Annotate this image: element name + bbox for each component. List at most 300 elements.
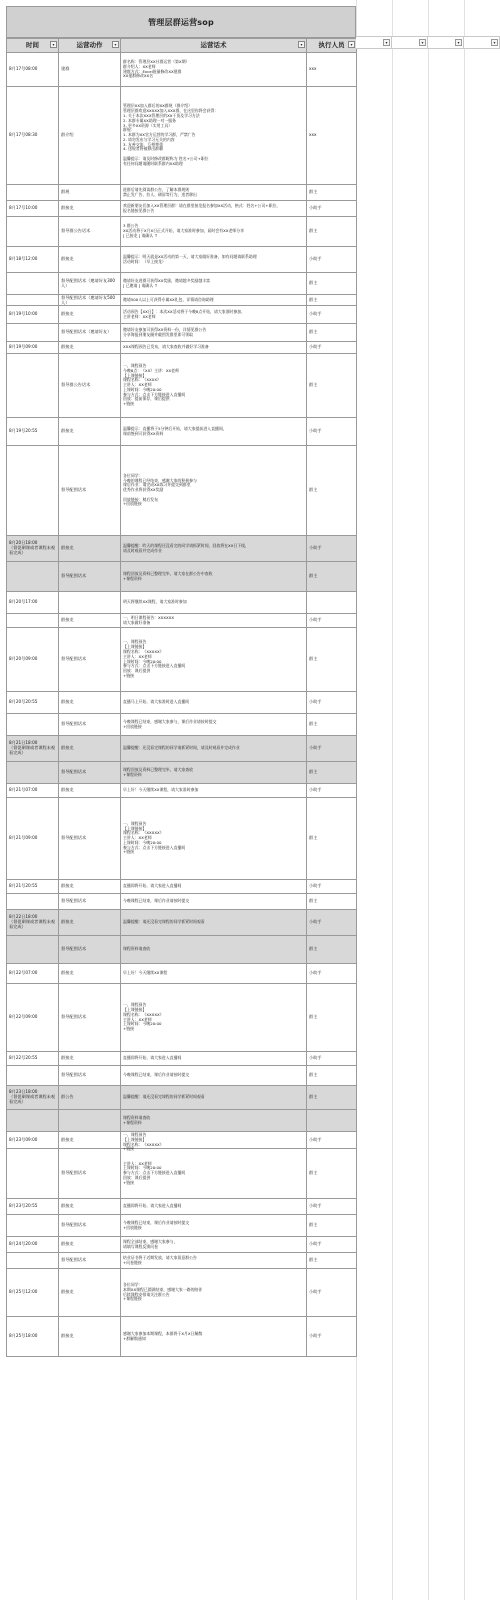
time-cell[interactable] [7, 1052, 59, 1066]
operator-cell[interactable] [307, 880, 357, 894]
action-cell-text: 群接龙 [61, 883, 74, 889]
action-cell[interactable] [59, 910, 121, 936]
script-cell[interactable] [121, 1215, 307, 1237]
script-cell[interactable] [121, 1269, 307, 1317]
filter-dropdown-icon[interactable]: ▾ [348, 41, 355, 48]
time-cell-text: 8月25号12:00 [9, 1289, 38, 1295]
operator-cell[interactable] [307, 295, 357, 306]
time-cell[interactable] [7, 628, 59, 692]
table-row [7, 936, 357, 964]
time-cell[interactable] [7, 910, 59, 936]
action-cell[interactable] [59, 185, 121, 201]
script-cell-text: 课程回放及资料已整理完毕，请大家查收 +课程资料 [123, 766, 194, 777]
empty-column-header[interactable] [356, 36, 392, 49]
operator-cell[interactable] [307, 306, 357, 324]
time-cell-text: 8月21号09:00 [9, 835, 38, 841]
script-cell[interactable] [121, 936, 307, 964]
time-cell[interactable] [7, 418, 59, 446]
action-cell[interactable] [59, 1132, 121, 1149]
script-cell-text: 一、明日课程预告：XXXXXX 请大家做好准备 [123, 614, 175, 625]
operator-cell-text: 群主 [309, 835, 318, 841]
time-cell[interactable] [7, 1086, 59, 1110]
operator-cell[interactable] [307, 714, 357, 736]
operator-cell[interactable] [307, 1110, 357, 1132]
action-cell[interactable] [59, 1269, 121, 1317]
script-cell[interactable] [121, 1149, 307, 1199]
action-cell-text: 督导配图话术 [61, 1222, 87, 1228]
action-cell[interactable] [59, 936, 121, 964]
script-cell-text: 直播即将开始，请大家进入直播间 [123, 1055, 182, 1061]
script-cell[interactable] [121, 880, 307, 894]
operator-cell[interactable] [307, 562, 357, 592]
operator-cell[interactable] [307, 1052, 357, 1066]
operator-cell-text: 小助手 [309, 545, 322, 551]
script-cell[interactable] [121, 798, 307, 880]
script-cell[interactable] [121, 354, 307, 418]
operator-cell[interactable] [307, 418, 357, 446]
time-cell-text: 8月21号07:00 [9, 787, 38, 793]
action-cell[interactable] [59, 354, 121, 418]
action-cell[interactable] [59, 628, 121, 692]
operator-cell[interactable] [307, 201, 357, 217]
script-cell[interactable] [121, 592, 307, 614]
script-cell[interactable] [121, 185, 307, 201]
action-cell[interactable] [59, 880, 121, 894]
action-cell[interactable] [59, 1052, 121, 1066]
filter-dropdown-icon[interactable]: ▾ [491, 39, 498, 46]
action-cell[interactable] [59, 762, 121, 784]
operator-cell[interactable] [307, 53, 357, 87]
action-cell[interactable] [59, 964, 121, 984]
action-cell-text: 群介绍 [61, 132, 74, 138]
script-cell-text: 直播即将开始，请大家进入直播间 [123, 883, 182, 889]
operator-cell-text: 群主 [309, 573, 318, 579]
operator-cell[interactable] [307, 217, 357, 247]
header-row [7, 39, 357, 53]
time-cell[interactable] [7, 784, 59, 798]
script-cell[interactable] [121, 714, 307, 736]
time-cell[interactable] [7, 342, 59, 354]
operator-cell-text: 小助手 [309, 1241, 322, 1247]
action-cell[interactable] [59, 217, 121, 247]
script-cell[interactable] [121, 217, 307, 247]
script-cell-text: 3 群公告 XX活动将于X月X日正式开始，请大家准时参加，届时会有XX老师分享 [ 已接龙 ] 请确认 ↑ [123, 223, 245, 238]
action-cell[interactable] [59, 1110, 121, 1132]
time-cell[interactable] [7, 1269, 59, 1317]
filter-dropdown-icon[interactable]: ▾ [383, 39, 390, 46]
action-cell[interactable] [59, 692, 121, 714]
time-cell[interactable] [7, 714, 59, 736]
script-cell[interactable] [121, 1317, 307, 1357]
script-cell[interactable] [121, 614, 307, 628]
table-row [7, 1237, 357, 1253]
time-cell[interactable] [7, 324, 59, 342]
script-cell[interactable] [121, 1052, 307, 1066]
table-row [7, 784, 357, 798]
script-cell-text: 感谢大家参加本期课程，本群将于X月X日解散 +群解散通知 [123, 1330, 203, 1341]
operator-cell[interactable] [307, 894, 357, 910]
action-cell[interactable] [59, 1237, 121, 1253]
script-cell[interactable] [121, 306, 307, 324]
script-cell[interactable] [121, 418, 307, 446]
script-cell[interactable] [121, 736, 307, 762]
action-cell[interactable] [59, 306, 121, 324]
script-cell-text: 邀请好友进群可获得XX奖励，邀请越多奖励越丰富 [ 已邀请 ] 请确认 ↑ [123, 277, 211, 288]
time-cell[interactable] [7, 87, 59, 185]
operator-cell[interactable] [307, 964, 357, 984]
operator-cell[interactable] [307, 185, 357, 201]
operator-cell-text: 群主 [309, 329, 318, 335]
script-cell-text: 群名称：管理层XX社群运营（第X期） 群介绍人：XX老师 建群方式：Excel批量修改XX建群 XX建群修改XX名 [123, 58, 190, 79]
action-cell[interactable] [59, 1317, 121, 1357]
script-cell-text: 温馨提醒：还没看完课程的同学请抓紧时间，请及时观看并完成作业 [123, 745, 240, 751]
operator-cell-text: 小助手 [309, 1289, 322, 1295]
time-cell[interactable] [7, 247, 59, 273]
action-cell-text: 群接龙 [61, 617, 74, 623]
time-cell[interactable] [7, 306, 59, 324]
table-row [7, 273, 357, 295]
time-cell[interactable] [7, 736, 59, 762]
operator-cell[interactable] [307, 536, 357, 562]
action-cell-text: 群接龙 [61, 745, 74, 751]
action-cell[interactable] [59, 1199, 121, 1215]
operator-cell[interactable] [307, 692, 357, 714]
script-cell-text: 一、课程预告 【上课链接】 课程名称：《XXXXX》 主讲人：XX老师 上课时间：今晚20:00 +链接 [123, 1002, 164, 1032]
operator-cell[interactable] [307, 342, 357, 354]
operator-cell-text: 小助手 [309, 428, 322, 434]
empty-filter-columns [356, 36, 500, 49]
operator-cell-text: 小助手 [309, 883, 322, 889]
script-cell-text: 今晚课程已结束，课后作业请按时提交 [123, 898, 190, 904]
operator-cell-text: 群主 [309, 721, 318, 727]
script-cell-text: 邀请500人以上可获得专属XX礼包，详情请咨询助理 [123, 296, 214, 302]
time-cell[interactable] [7, 1066, 59, 1086]
time-cell[interactable] [7, 273, 59, 295]
operator-cell[interactable] [307, 1132, 357, 1149]
script-cell[interactable] [121, 201, 307, 217]
operator-cell[interactable] [307, 1237, 357, 1253]
action-cell[interactable] [59, 295, 121, 306]
action-cell[interactable] [59, 592, 121, 614]
script-cell-text: 今晚课程已结束，课后作业请按时提交 [123, 1072, 190, 1078]
time-cell-text: 8月22日18:00 （督促刷课或者课程未观看完成） [9, 914, 56, 929]
table-row [7, 1066, 357, 1086]
operator-cell[interactable] [307, 614, 357, 628]
operator-cell[interactable] [307, 273, 357, 295]
operator-cell[interactable] [307, 910, 357, 936]
header-action[interactable]: 运营动作 ▾ [59, 39, 121, 53]
script-cell[interactable] [121, 446, 307, 536]
time-cell[interactable] [7, 1199, 59, 1215]
filter-dropdown-icon[interactable]: ▾ [455, 39, 462, 46]
time-cell[interactable] [7, 446, 59, 536]
operator-cell-text: 群主 [309, 769, 318, 775]
time-cell-text: 8月20日18:00 （督促刷课或者课程未观看完成） [9, 540, 56, 555]
script-cell[interactable] [121, 762, 307, 784]
time-cell[interactable] [7, 354, 59, 418]
script-cell[interactable] [121, 295, 307, 306]
time-cell-text: 8月17号10:00 [9, 205, 38, 211]
action-cell[interactable] [59, 247, 121, 273]
script-cell[interactable] [121, 1199, 307, 1215]
operator-cell[interactable] [307, 798, 357, 880]
action-cell[interactable] [59, 273, 121, 295]
action-cell[interactable] [59, 984, 121, 1052]
empty-column-header[interactable] [392, 36, 428, 49]
operator-cell-text: 群主 [309, 1072, 318, 1078]
time-cell[interactable] [7, 1215, 59, 1237]
operator-cell[interactable] [307, 1269, 357, 1317]
sop-table [6, 38, 357, 1357]
script-cell[interactable] [121, 247, 307, 273]
filter-dropdown-icon[interactable]: ▾ [419, 39, 426, 46]
operator-cell[interactable] [307, 592, 357, 614]
script-cell-text: 今晚课程已结束，课后作业请按时提交 +回放链接 [123, 1219, 190, 1230]
action-cell[interactable] [59, 201, 121, 217]
script-cell-text: 温馨提醒：昨天的课程还没看完的同学请抓紧时间，回放将在XX日下线， 请及时观看并完成作业 [123, 542, 249, 553]
table-row [7, 1052, 357, 1066]
operator-cell[interactable] [307, 1066, 357, 1086]
operator-cell-text: 群主 [309, 1094, 318, 1100]
time-cell[interactable] [7, 1317, 59, 1357]
script-cell[interactable] [121, 562, 307, 592]
time-cell-text: 8月22号20:55 [9, 1055, 38, 1061]
operator-cell[interactable] [307, 354, 357, 418]
table-row [7, 984, 357, 1052]
table-row [7, 342, 357, 354]
spreadsheet [6, 6, 356, 1357]
operator-cell[interactable] [307, 628, 357, 692]
action-cell-text: 督导群公告话术 [61, 228, 91, 234]
table-row [7, 1110, 357, 1132]
action-cell[interactable] [59, 1086, 121, 1110]
action-cell[interactable] [59, 614, 121, 628]
script-cell-text: 管理层XX加入群后的XX群规（群介绍） 管理层群欢迎XXXXX加入XXX群，在这里你将会获得： 1. 关于本次XXX管理层的XX干货及学习方法 2. 本群专属XX助理一对一服务 3. 更多XX资源（实用工具） 群规： 1. 本群为XX官方运营的学习群，严禁广告 2. 请勿发布与学习无关的内容 3. 友善交流，互相尊重 4. 违规者将被移出群聊 温馨提示：请及时修改群昵称为 姓名+公司+职位 有任何问题请随时联系群内XX助理 [123, 103, 219, 166]
time-cell-text: 8月20号20:55 [9, 699, 38, 705]
filter-dropdown-icon[interactable]: ▾ [298, 41, 305, 48]
time-cell[interactable] [7, 894, 59, 910]
script-cell[interactable] [121, 1110, 307, 1132]
operator-cell[interactable] [307, 936, 357, 964]
time-cell-text: 8月21号20:55 [9, 883, 38, 889]
script-cell[interactable] [121, 894, 307, 910]
table-row [7, 185, 357, 201]
time-cell-text: 8月23号09:00 [9, 1136, 38, 1142]
time-cell-text: 8月20号09:00 [9, 656, 38, 662]
header-operator[interactable]: 执行人员 ▾ [307, 39, 357, 53]
action-cell[interactable] [59, 1253, 121, 1269]
filter-dropdown-icon[interactable]: ▾ [50, 41, 57, 48]
action-cell-text: 群接龙 [61, 256, 74, 262]
script-cell[interactable] [121, 1066, 307, 1086]
operator-cell-text: 小助手 [309, 617, 322, 623]
time-cell[interactable] [7, 692, 59, 714]
empty-column-header[interactable] [464, 36, 500, 49]
table-row [7, 446, 357, 536]
empty-column-header[interactable] [428, 36, 464, 49]
script-cell[interactable] [121, 342, 307, 354]
time-cell[interactable] [7, 614, 59, 628]
action-cell-text: 督导配图话术（邀请好友） [61, 329, 112, 335]
script-cell-text: 一、课程预告 【上课链接】 课程名称：《XXXXX》 +链接 [123, 1132, 164, 1152]
time-cell[interactable] [7, 185, 59, 201]
action-cell[interactable] [59, 53, 121, 87]
table-row [7, 536, 357, 562]
script-cell[interactable] [121, 784, 307, 798]
action-cell-text: 督导配图话术 [61, 721, 87, 727]
time-cell[interactable] [7, 984, 59, 1052]
operator-cell[interactable] [307, 1253, 357, 1269]
operator-cell[interactable] [307, 1215, 357, 1237]
operator-cell-text: 小助手 [309, 311, 322, 317]
time-cell[interactable] [7, 1237, 59, 1253]
script-cell[interactable] [121, 273, 307, 295]
script-cell[interactable] [121, 984, 307, 1052]
action-cell[interactable] [59, 562, 121, 592]
script-cell-text: 各位同学： 本期XX课程已圆满结束，感谢大家一路的陪伴 后续课程安排请关注群公告 +课程链接 [123, 1281, 203, 1302]
time-cell[interactable] [7, 201, 59, 217]
table-row [7, 614, 357, 628]
action-cell[interactable] [59, 324, 121, 342]
time-cell[interactable] [7, 964, 59, 984]
operator-cell-text: 小助手 [309, 1203, 322, 1209]
script-cell-text: 早上好！今天继续XX课程 [123, 970, 168, 976]
table-row [7, 1253, 357, 1269]
script-cell[interactable] [121, 628, 307, 692]
action-cell[interactable] [59, 1149, 121, 1199]
action-cell[interactable] [59, 736, 121, 762]
table-row [7, 418, 357, 446]
action-cell-text: 督导配图话术 [61, 487, 87, 493]
operator-cell[interactable] [307, 324, 357, 342]
time-cell[interactable] [7, 880, 59, 894]
operator-cell[interactable] [307, 762, 357, 784]
action-cell-text: 群接龙 [61, 699, 74, 705]
table-row [7, 592, 357, 614]
script-cell-text: 早上好！今天继续XX课程，请大家准时参加 [123, 787, 199, 793]
operator-cell[interactable] [307, 1086, 357, 1110]
operator-cell[interactable] [307, 247, 357, 273]
time-cell-text: 8月24号20:00 [9, 1241, 38, 1247]
time-cell-text: 8月22号07:00 [9, 970, 38, 976]
script-cell[interactable] [121, 536, 307, 562]
action-cell[interactable] [59, 784, 121, 798]
operator-cell-text: 小助手 [309, 1333, 322, 1339]
time-cell-text: 8月18号12:00 [9, 256, 38, 262]
script-cell-text: 一、课程预告 今晚8点：《XX》主讲：XX老师 【上课链接】 课程名称：《XXXX》 主讲人：XX老师 上课时间：今晚20:00 参与方式：点击下方链接进入直播间 回放：提前保存，课后提供 +链接 [123, 362, 186, 407]
table-row [7, 217, 357, 247]
action-cell[interactable] [59, 1215, 121, 1237]
action-cell-text: 群接龙 [61, 205, 74, 211]
script-cell[interactable] [121, 87, 307, 185]
table-row [7, 1199, 357, 1215]
operator-cell-text: 群主 [309, 189, 318, 195]
action-cell[interactable] [59, 1066, 121, 1086]
action-cell-text: 督导配图话术 [61, 835, 87, 841]
operator-cell-text: 小助手 [309, 256, 322, 262]
operator-cell[interactable] [307, 984, 357, 1052]
action-cell[interactable] [59, 446, 121, 536]
script-cell-text: 课程回放及资料已整理完毕，请大家在群公告中查收 +课程资料 [123, 570, 213, 581]
time-cell[interactable] [7, 592, 59, 614]
action-cell[interactable] [59, 87, 121, 185]
time-cell[interactable] [7, 536, 59, 562]
action-cell-text: 群接龙 [61, 1289, 74, 1295]
script-cell[interactable] [121, 324, 307, 342]
action-cell-text: 督导配图话术 [61, 1257, 87, 1263]
time-cell[interactable] [7, 936, 59, 964]
operator-cell-text: 小助手 [309, 970, 322, 976]
operator-cell[interactable] [307, 446, 357, 536]
action-cell[interactable] [59, 536, 121, 562]
script-cell-text: 课程全部结束，感谢大家参与， 请填写课程反馈问卷 [123, 1238, 178, 1249]
action-cell-text: 督导配图话术 [61, 1014, 87, 1020]
operator-cell-text: 群主 [309, 280, 318, 286]
time-cell[interactable] [7, 562, 59, 592]
time-cell[interactable] [7, 53, 59, 87]
action-cell-text: 群接龙 [61, 1241, 74, 1247]
action-cell[interactable] [59, 798, 121, 880]
script-cell-text: 进群后请先阅读群公告，了解本群规则 禁止发广告、拉人、刷屏等行为，违者移出 [123, 186, 197, 197]
operator-cell[interactable] [307, 1149, 357, 1199]
script-cell[interactable] [121, 964, 307, 984]
action-cell[interactable] [59, 418, 121, 446]
time-cell[interactable] [7, 1132, 59, 1149]
table-row [7, 87, 357, 185]
action-cell[interactable] [59, 714, 121, 736]
time-cell-text: 8月23日18:00 （督促刷课或者课程未观看完成） [9, 1089, 56, 1104]
time-cell[interactable] [7, 295, 59, 306]
table-row [7, 714, 357, 736]
action-cell-text: 督导配图话术 [61, 1170, 87, 1176]
script-cell[interactable] [121, 1086, 307, 1110]
script-cell[interactable] [121, 1132, 307, 1152]
header-script[interactable]: 运营话术 ▾ [121, 39, 307, 53]
table-row [7, 562, 357, 592]
operator-cell[interactable] [307, 1317, 357, 1357]
filter-dropdown-icon[interactable]: ▾ [112, 41, 119, 48]
table-row [7, 762, 357, 784]
time-cell[interactable] [7, 1253, 59, 1269]
time-cell[interactable] [7, 217, 59, 247]
script-cell[interactable] [121, 692, 307, 714]
table-row [7, 628, 357, 692]
table-row [7, 1149, 357, 1199]
action-cell[interactable] [59, 894, 121, 910]
operator-cell[interactable] [307, 736, 357, 762]
operator-cell[interactable] [307, 1199, 357, 1215]
time-cell[interactable] [7, 1110, 59, 1132]
action-cell[interactable] [59, 342, 121, 354]
time-cell[interactable] [7, 762, 59, 784]
script-cell-text: 欢迎新朋友们加入XX管理层群！请在群里接龙报名参加XX活动，格式：姓名+公司+职位， 报名链接见群公告 [123, 202, 281, 213]
operator-cell-text: 小助手 [309, 205, 322, 211]
operator-cell[interactable] [307, 87, 357, 185]
script-cell[interactable] [121, 1237, 307, 1253]
time-cell-text: 8月19号20:55 [9, 428, 38, 434]
script-cell[interactable] [121, 1253, 307, 1269]
script-cell[interactable] [121, 910, 307, 936]
time-cell[interactable] [7, 1149, 59, 1199]
action-cell-text: 群接龙 [61, 1055, 74, 1061]
time-cell[interactable] [7, 798, 59, 880]
script-cell[interactable] [121, 53, 307, 87]
header-time[interactable]: 时间 ▾ [7, 39, 59, 53]
script-cell-text: 明天将继续XX课程，请大家准时参加 [123, 599, 187, 605]
operator-cell[interactable] [307, 784, 357, 798]
action-cell-text: 群接龙 [61, 311, 74, 317]
table-row [7, 1132, 357, 1149]
